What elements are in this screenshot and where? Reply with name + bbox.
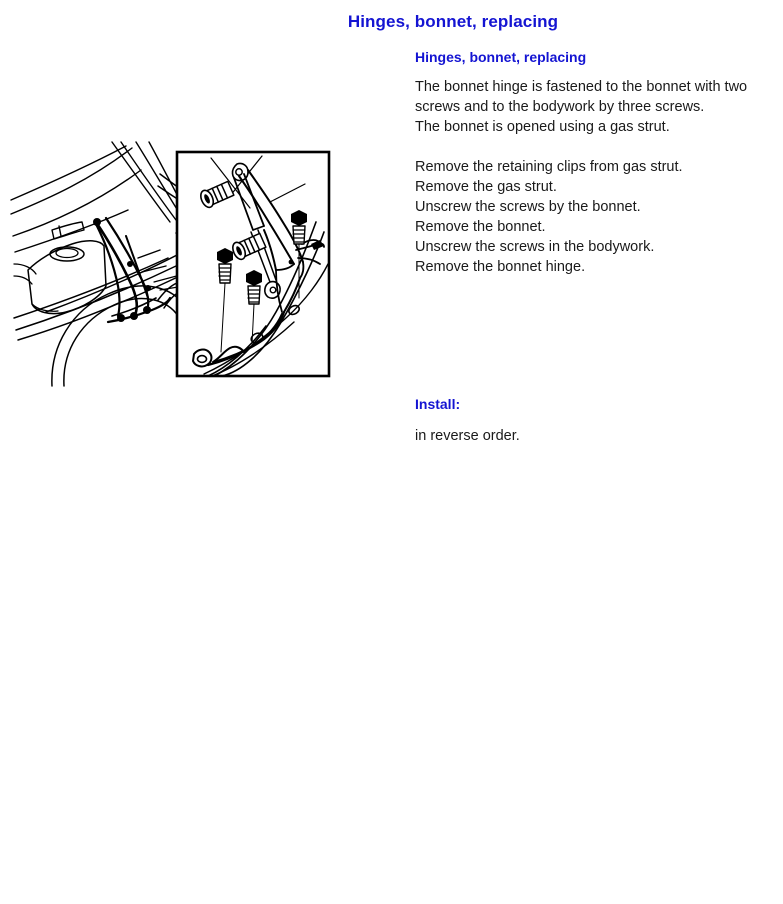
intro-line: The bonnet hinge is fastened to the bonnet with two bbox=[415, 79, 748, 95]
step-item: Remove the retaining clips from gas strut. bbox=[415, 159, 683, 175]
intro-paragraph bbox=[415, 77, 783, 137]
intro-line: The bonnet is opened using a gas strut. bbox=[415, 119, 670, 135]
install-heading: Install: bbox=[415, 396, 461, 412]
page-title: Hinges, bonnet, replacing bbox=[347, 12, 559, 31]
section-heading: Hinges, bonnet, replacing bbox=[415, 49, 587, 65]
inset-detail-box bbox=[177, 152, 329, 376]
install-text: in reverse order. bbox=[415, 428, 520, 444]
windscreen-lines bbox=[11, 146, 141, 252]
technical-drawing-svg bbox=[8, 140, 344, 388]
paragraph-spacer bbox=[415, 137, 783, 157]
step-item: Remove the bonnet. bbox=[415, 219, 546, 235]
step-item: Remove the gas strut. bbox=[415, 179, 557, 195]
install-section bbox=[415, 395, 783, 446]
step-item: Unscrew the screws by the bonnet. bbox=[415, 199, 641, 215]
bonnet-hinge-illustration bbox=[8, 140, 344, 388]
step-item: Remove the bonnet hinge. bbox=[415, 259, 586, 275]
removal-steps-list bbox=[415, 157, 783, 277]
intro-line: screws and to the bodywork by three screws. bbox=[415, 99, 705, 115]
step-item: Unscrew the screws in the bodywork. bbox=[415, 239, 655, 255]
instructions-column bbox=[415, 48, 783, 277]
